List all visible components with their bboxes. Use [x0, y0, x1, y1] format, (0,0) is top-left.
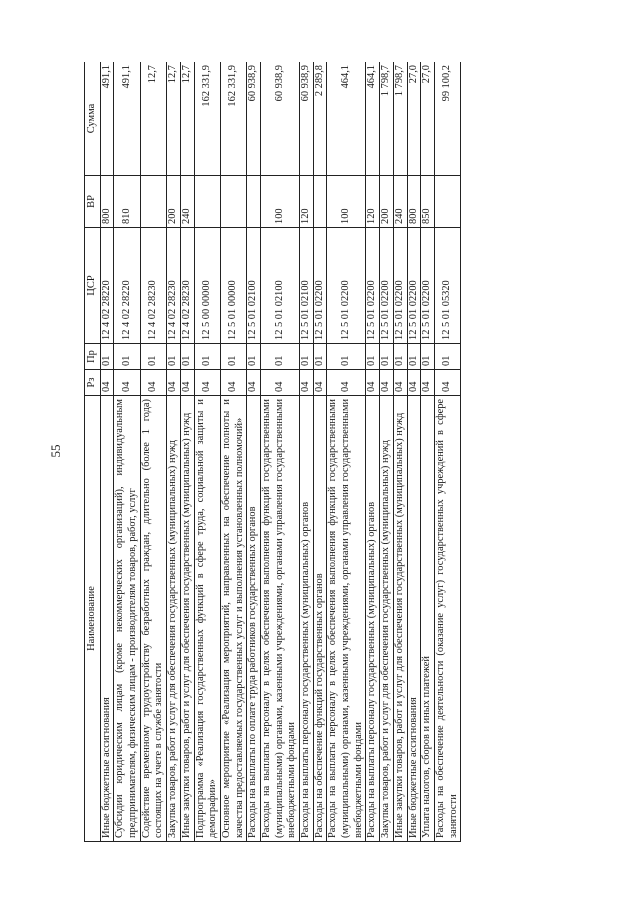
- cell-name: Расходы на выплаты персоналу государственных (муниципальных) органов: [300, 396, 314, 842]
- cell-vr: [140, 176, 166, 228]
- cell-vr: 240: [180, 176, 194, 228]
- cell-csr: 12 5 01 02100: [247, 228, 261, 344]
- cell-sum: 12,7: [180, 62, 194, 176]
- rotated-table-wrapper: [84, 62, 564, 842]
- cell-vr: [313, 176, 327, 228]
- cell-sum: 162 331,9: [194, 62, 220, 176]
- cell-csr: 12 4 02 28230: [180, 228, 194, 344]
- cell-rz: 04: [393, 370, 407, 396]
- cell-pr: 01: [260, 344, 299, 370]
- cell-csr: 12 4 02 28220: [100, 228, 114, 344]
- cell-pr: 01: [114, 344, 140, 370]
- cell-pr: 01: [366, 344, 380, 370]
- cell-rz: 04: [247, 370, 261, 396]
- cell-pr: 01: [313, 344, 327, 370]
- cell-pr: 01: [194, 344, 220, 370]
- cell-sum: 60 938,9: [300, 62, 314, 176]
- cell-csr: 12 5 00 00000: [194, 228, 220, 344]
- cell-rz: 04: [421, 370, 435, 396]
- cell-csr: 12 5 01 05320: [434, 228, 460, 344]
- cell-rz: 04: [313, 370, 327, 396]
- table-row: [421, 62, 435, 842]
- cell-name: Субсидии юридическим лицам (кроме некоммерческих организаций), индивидуальным предпринимателям, физическим лицам - производителям товаров, работ, услуг: [114, 396, 140, 842]
- cell-name: Подпрограмма «Реализация государственных функций в сфере труда, социальной защиты и демографии»: [194, 396, 220, 842]
- cell-csr: 12 5 01 02200: [366, 228, 380, 344]
- table-row: [220, 62, 246, 842]
- cell-vr: [194, 176, 220, 228]
- cell-csr: 12 5 01 02100: [260, 228, 299, 344]
- cell-vr: 100: [327, 176, 366, 228]
- table-row: [300, 62, 314, 842]
- cell-sum: 27,0: [407, 62, 421, 176]
- header-vr: ВР: [85, 176, 101, 228]
- cell-name: Закупка товаров, работ и услуг для обеспечения государственных (муниципальных) нужд: [380, 396, 394, 842]
- cell-sum: 1 798,7: [393, 62, 407, 176]
- cell-vr: [434, 176, 460, 228]
- cell-vr: 800: [407, 176, 421, 228]
- cell-sum: 464,1: [366, 62, 380, 176]
- budget-table: [84, 62, 461, 842]
- cell-pr: 01: [220, 344, 246, 370]
- cell-rz: 04: [140, 370, 166, 396]
- cell-pr: 01: [407, 344, 421, 370]
- cell-vr: 800: [100, 176, 114, 228]
- table-row: [167, 62, 181, 842]
- cell-pr: 01: [180, 344, 194, 370]
- cell-csr: 12 5 01 00000: [220, 228, 246, 344]
- cell-sum: 491,1: [114, 62, 140, 176]
- cell-csr: 12 4 02 28230: [140, 228, 166, 344]
- header-pr: Пр: [85, 344, 101, 370]
- header-csr: ЦСР: [85, 228, 101, 344]
- table-row: [140, 62, 166, 842]
- rotated-page-content: [84, 62, 564, 842]
- cell-rz: 04: [180, 370, 194, 396]
- table-row: [366, 62, 380, 842]
- cell-vr: [247, 176, 261, 228]
- cell-pr: 01: [140, 344, 166, 370]
- cell-pr: 01: [167, 344, 181, 370]
- cell-pr: 01: [393, 344, 407, 370]
- cell-rz: 04: [100, 370, 114, 396]
- cell-rz: 04: [366, 370, 380, 396]
- table-row: [313, 62, 327, 842]
- cell-pr: 01: [380, 344, 394, 370]
- cell-vr: 810: [114, 176, 140, 228]
- cell-name: Расходы на выплаты по оплате труда работников государственных органов: [247, 396, 261, 842]
- cell-sum: 1 798,7: [380, 62, 394, 176]
- cell-csr: 12 4 02 28220: [114, 228, 140, 344]
- table-row: [114, 62, 140, 842]
- cell-rz: 04: [380, 370, 394, 396]
- cell-sum: 12,7: [167, 62, 181, 176]
- cell-pr: 01: [421, 344, 435, 370]
- cell-name: Иные бюджетные ассигнования: [100, 396, 114, 842]
- header-row: [85, 62, 101, 842]
- cell-vr: 100: [260, 176, 299, 228]
- cell-csr: 12 5 01 02200: [327, 228, 366, 344]
- cell-sum: 12,7: [140, 62, 166, 176]
- cell-sum: 491,1: [100, 62, 114, 176]
- cell-vr: 120: [300, 176, 314, 228]
- cell-name: Содействие временному трудоустройству безработных граждан, длительно (более 1 года) состоящих на учете в службе занятости: [140, 396, 166, 842]
- cell-rz: 04: [300, 370, 314, 396]
- cell-name: Иные бюджетные ассигнования: [407, 396, 421, 842]
- table-row: [260, 62, 299, 842]
- cell-pr: 01: [247, 344, 261, 370]
- table-row: [380, 62, 394, 842]
- cell-csr: 12 5 01 02200: [393, 228, 407, 344]
- header-sum: Сумма: [85, 62, 101, 176]
- table-row: [100, 62, 114, 842]
- cell-sum: 60 938,9: [260, 62, 299, 176]
- table-row: [434, 62, 460, 842]
- table-row: [407, 62, 421, 842]
- table-row: [393, 62, 407, 842]
- cell-sum: 99 100,2: [434, 62, 460, 176]
- cell-rz: 04: [194, 370, 220, 396]
- cell-csr: 12 5 01 02200: [380, 228, 394, 344]
- cell-vr: 240: [393, 176, 407, 228]
- cell-sum: 162 331,9: [220, 62, 246, 176]
- cell-csr: 12 5 01 02200: [313, 228, 327, 344]
- cell-csr: 12 4 02 28230: [167, 228, 181, 344]
- cell-rz: 04: [434, 370, 460, 396]
- cell-rz: 04: [114, 370, 140, 396]
- cell-name: Расходы на выплаты персоналу в целях обеспечения выполнения функций государственными (муниципальными) органами, казенными учреждениями, органами управления государственными внебюджетными фондами: [260, 396, 299, 842]
- cell-pr: 01: [434, 344, 460, 370]
- cell-name: Расходы на выплаты персоналу государственных (муниципальных) органов: [366, 396, 380, 842]
- header-name: Наименование: [85, 396, 101, 842]
- cell-rz: 04: [220, 370, 246, 396]
- cell-sum: 2 289,8: [313, 62, 327, 176]
- cell-name: Расходы на обеспечение деятельности (оказание услуг) государственных учреждений в сфере занятости: [434, 396, 460, 842]
- cell-name: Расходы на обеспечение функций государственных органов: [313, 396, 327, 842]
- cell-pr: 01: [100, 344, 114, 370]
- cell-pr: 01: [327, 344, 366, 370]
- cell-pr: 01: [300, 344, 314, 370]
- cell-name: Уплата налогов, сборов и иных платежей: [421, 396, 435, 842]
- cell-rz: 04: [407, 370, 421, 396]
- cell-sum: 464,1: [327, 62, 366, 176]
- table-row: [180, 62, 194, 842]
- table-row: [247, 62, 261, 842]
- cell-csr: 12 5 01 02200: [421, 228, 435, 344]
- cell-vr: [220, 176, 246, 228]
- header-rz: Рз: [85, 370, 101, 396]
- cell-csr: 12 5 01 02100: [300, 228, 314, 344]
- cell-vr: 850: [421, 176, 435, 228]
- cell-rz: 04: [167, 370, 181, 396]
- cell-name: Закупка товаров, работ и услуг для обеспечения государственных (муниципальных) нужд: [167, 396, 181, 842]
- cell-vr: 200: [167, 176, 181, 228]
- table-row: [327, 62, 366, 842]
- cell-name: Основное мероприятие «Реализация мероприятий, направленных на обеспечение полноты и качества предоставляемых государственных услуг и выполнения установленных полномочий»: [220, 396, 246, 842]
- cell-rz: 04: [260, 370, 299, 396]
- cell-vr: 200: [380, 176, 394, 228]
- cell-name: Расходы на выплаты персоналу в целях обеспечения выполнения функций государственными (муниципальными) органами, казенными учреждениями, органами управления государственными внебюджетными фондами: [327, 396, 366, 842]
- cell-vr: 120: [366, 176, 380, 228]
- cell-sum: 27,0: [421, 62, 435, 176]
- cell-csr: 12 5 01 02200: [407, 228, 421, 344]
- cell-name: Иные закупки товаров, работ и услуг для обеспечения государственных (муниципальных) нужд: [393, 396, 407, 842]
- cell-rz: 04: [327, 370, 366, 396]
- cell-sum: 60 938,9: [247, 62, 261, 176]
- cell-name: Иные закупки товаров, работ и услуг для обеспечения государственных (муниципальных) нужд: [180, 396, 194, 842]
- page-number: 55: [48, 444, 63, 458]
- table-row: [194, 62, 220, 842]
